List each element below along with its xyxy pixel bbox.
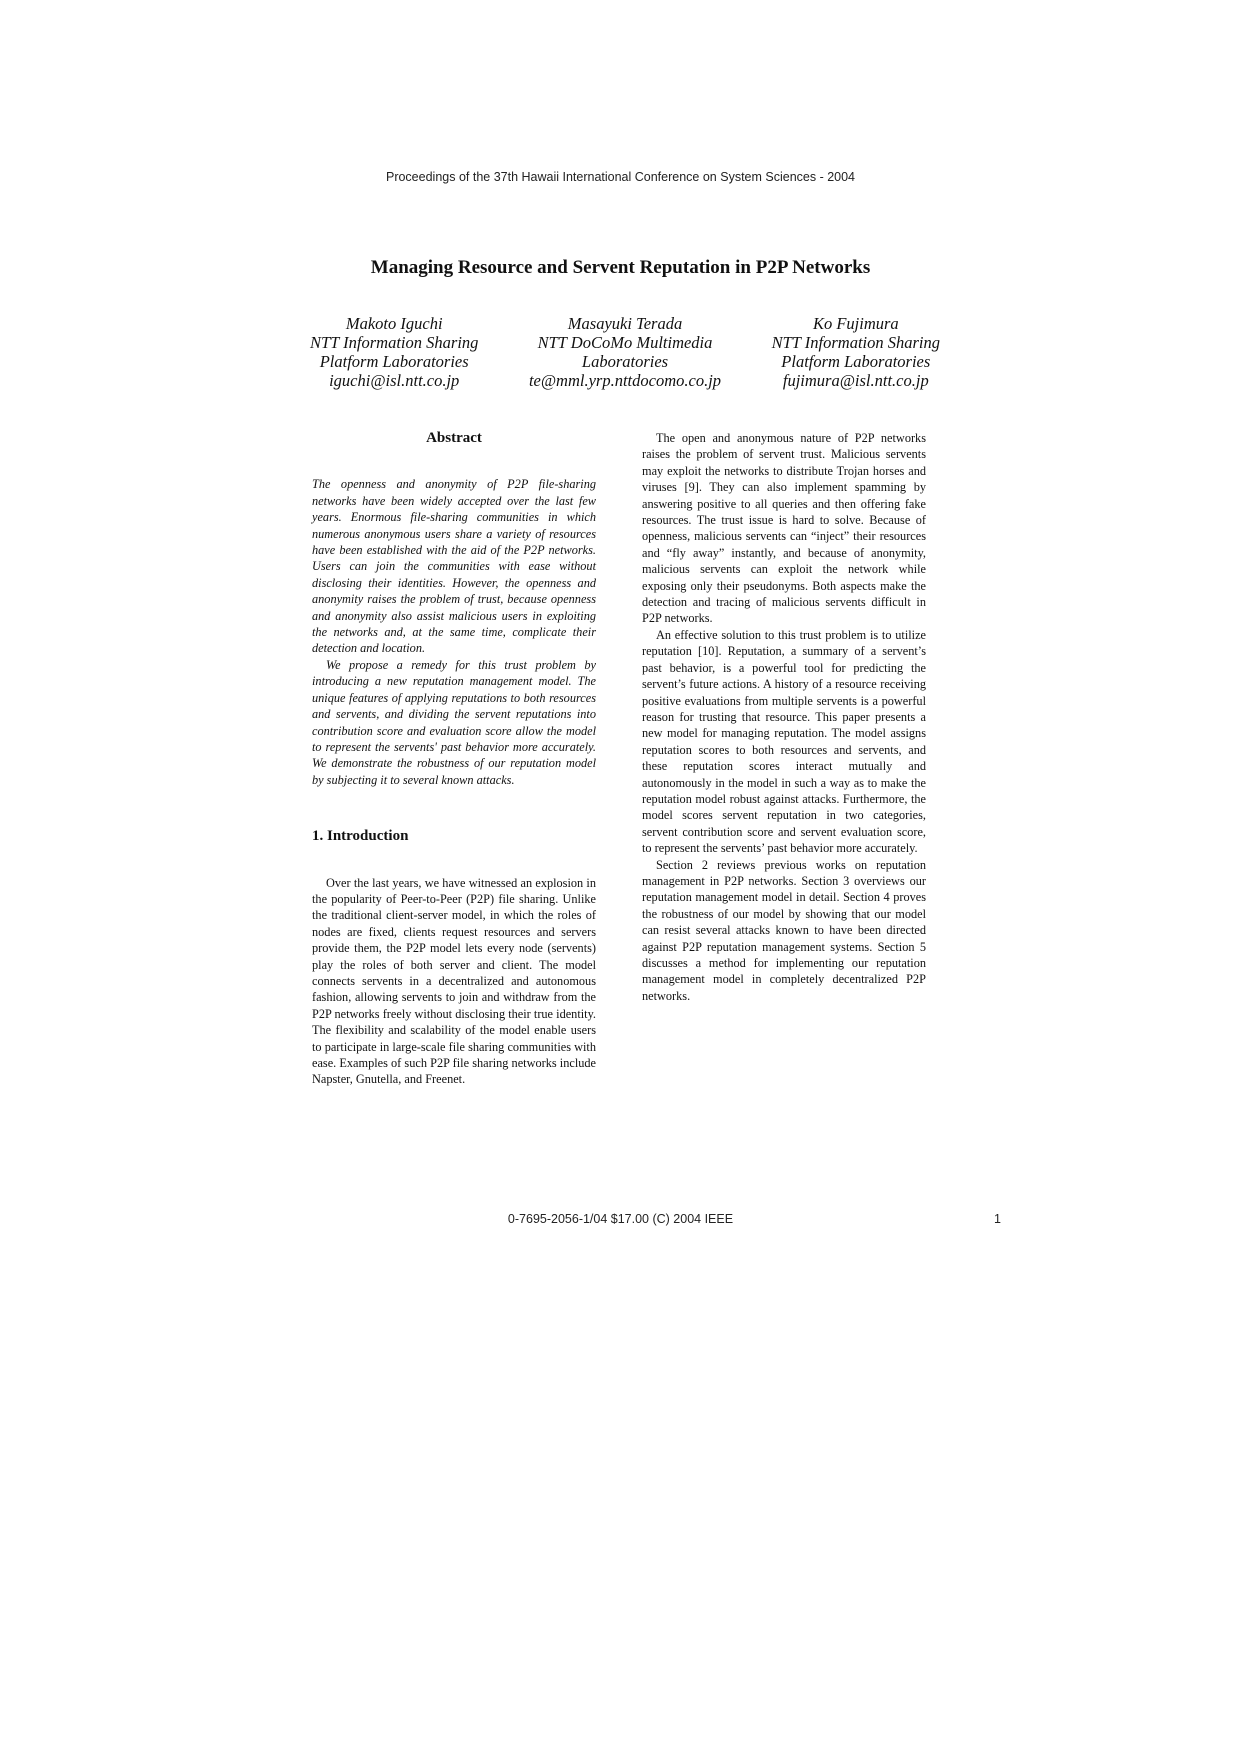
author-email: iguchi@isl.ntt.co.jp bbox=[329, 371, 460, 390]
author-2 bbox=[529, 314, 721, 390]
body-paragraph: The open and anonymous nature of P2P networks raises the problem of servent trust. Malicious servents may exploit the networks to distribute Trojan horses and viruses [9]. They can also implement spamming by answering positive to all queries and then offering fake resources. The trust issue is hard to solve. Because of openness, malicious servents can “inject” their resources and “fly away” instantly, and because of anonymity, malicious servents can exploit the network while exposing only their pseudonyms. Both aspects make the detection and tracing of malicious servents difficult in P2P networks. bbox=[642, 431, 926, 626]
right-column bbox=[642, 430, 926, 1004]
abstract-heading: Abstract bbox=[426, 430, 482, 446]
abstract-body bbox=[312, 476, 596, 788]
section-heading-introduction: 1. Introduction bbox=[312, 828, 409, 845]
body-paragraph: Section 2 reviews previous works on reputation management in P2P networks. Section 3 overviews our reputation management model in detail. Section 4 proves the robustness of our model by showing that our model can resist several attacks known to have been directed against P2P reputation management systems. Section 5 discusses a method for implementing our reputation management model in completely decentralized P2P networks. bbox=[642, 857, 926, 1003]
page-number: 1 bbox=[994, 1212, 1001, 1226]
author-name: Makoto Iguchi bbox=[345, 314, 443, 333]
author-affiliation: Platform Laboratories bbox=[319, 352, 469, 371]
abstract-paragraph: The openness and anonymity of P2P file-sharing networks have been widely accepted over the last few years. Enormous file-sharing communities in which numerous anonymous users share a variety of resources have been established with the aid of the P2P networks. Users can join the communities with ease without disclosing their identities. However, the openness and anonymity raises the problem of trust, because openness and anonymity also assist malicious users in exploiting the networks and, at the same time, complicate their detection and location. bbox=[312, 477, 596, 656]
body-paragraph: Over the last years, we have witnessed an explosion in the popularity of Peer-to-Peer (P2P) file sharing. Unlike the traditional client-server model, in which the roles of nodes are fixed, clients request resources and servers provide them, the P2P model lets every node (servents) play the roles of both server and client. The model connects servents in a decentralized and autonomous fashion, allowing servents to join and withdraw from the P2P networks freely without disclosing their true identity. The flexibility and scalability of the model enable users to participate in large-scale file sharing communities with ease. Examples of such P2P file sharing networks include Napster, Gnutella, and Freenet. bbox=[312, 875, 596, 1087]
author-1 bbox=[310, 314, 478, 390]
author-email: fujimura@isl.ntt.co.jp bbox=[782, 371, 929, 390]
author-name: Ko Fujimura bbox=[812, 314, 899, 333]
author-3 bbox=[772, 314, 940, 390]
author-block bbox=[310, 314, 940, 390]
copyright-footer: 0-7695-2056-1/04 $17.00 (C) 2004 IEEE bbox=[507, 1212, 734, 1226]
running-header: Proceedings of the 37th Hawaii International Conference on System Sciences - 2004 bbox=[385, 170, 856, 184]
abstract-paragraph: We propose a remedy for this trust problem by introducing a new reputation management model. The unique features of applying reputations to both resources and servents, and dividing the servent reputations into contribution score and evaluation score allow the model to represent the servents' past behavior more accurately. We demonstrate the robustness of our reputation model by subjecting it to several known attacks. bbox=[312, 657, 596, 787]
author-affiliation: Platform Laboratories bbox=[781, 352, 931, 371]
author-email: te@mml.yrp.nttdocomo.co.jp bbox=[528, 371, 722, 390]
author-affiliation: NTT DoCoMo Multimedia bbox=[537, 333, 713, 352]
author-name: Masayuki Terada bbox=[567, 314, 683, 333]
author-affiliation: NTT Information Sharing bbox=[310, 333, 479, 352]
body-paragraph: An effective solution to this trust problem is to utilize reputation [10]. Reputation, a summary of a servent’s past behavior, is a powerful tool for predicting the servent’s future actions. A history of a resource receiving positive evaluations from multiple servents is a powerful reason for trusting that resource. This paper presents a new model for managing reputation. The model assigns reputation scores to both resources and servents, and these reputation scores interact mutually and autonomously in the model in such a way as to make the reputation model robust against attacks. Furthermore, the model scores servent reputation in two categories, servent contribution score and servent evaluation score, to represent the servents’ past behavior more accurately. bbox=[642, 627, 926, 856]
paper-title: Managing Resource and Servent Reputation in P2P Networks bbox=[370, 257, 871, 278]
author-affiliation: Laboratories bbox=[581, 352, 669, 371]
left-column bbox=[312, 430, 596, 1088]
author-affiliation: NTT Information Sharing bbox=[771, 333, 940, 352]
